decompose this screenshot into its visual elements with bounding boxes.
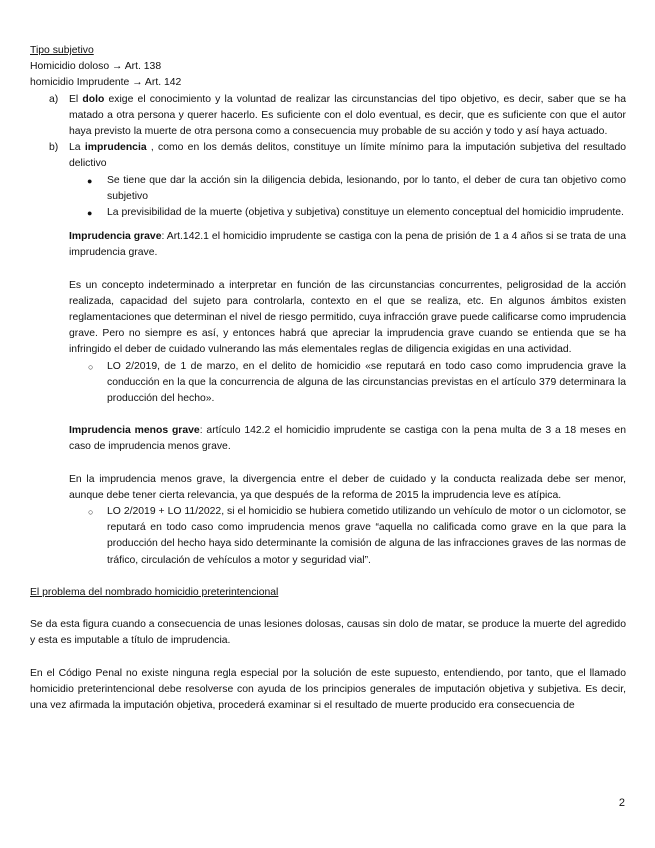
list-marker-a: a) xyxy=(49,93,59,105)
bullet-text: Se tiene que dar la acción sin la diligencia debida, lesionando, por lo tanto, el deber de cura tan objetivo como subjetivo xyxy=(107,174,626,202)
line-homicidio-doloso: Homicidio doloso → Art. 138 xyxy=(30,61,162,73)
section-heading-preterintencional: El problema del nombrado homicidio preterintencional xyxy=(30,586,279,598)
term-dolo: dolo xyxy=(82,93,105,105)
item-a-prefix: El xyxy=(69,93,79,105)
paragraph-imprudencia-menos-grave xyxy=(30,423,626,455)
item-b-prefix: La xyxy=(69,142,81,154)
text-imprudencia-grave: : Art.142.1 el homicidio imprudente se castiga con la pena de prisión de 1 a 4 años si se trata de una imprudencia grave. xyxy=(69,231,626,259)
item-a-text: exige el conocimiento y la voluntad de realizar las circunstancias del tipo objetivo, es decir, saber que se ha matado a otra persona y querer hacerlo. Es suficiente con el dolo eventual, es decir, que es suficiente con que el autor haya previsto la muerte de otra persona como a consecuencia muy probable de su acción y todo y así haya actuado. xyxy=(69,93,626,138)
term-imprudencia: imprudencia xyxy=(84,142,147,154)
bullet-text: La previsibilidad de la muerte (objetiva y subjetiva) constituye un elemento conceptual del homicidio imprudente. xyxy=(107,207,624,219)
circle-bullet-icon: ○ xyxy=(88,361,94,372)
page-number: 2 xyxy=(618,797,625,809)
document-page xyxy=(30,43,626,714)
circle-item-lo-11-2022 xyxy=(30,504,626,569)
label-imprudencia-menos-grave: Imprudencia menos grave xyxy=(69,425,200,437)
bullet-item xyxy=(30,173,626,205)
paragraph-figura: Se da esta figura cuando a consecuencia de unas lesiones dolosas, causas sin dolo de matar, se produce la muerte del agredido y esta es imputable a título de imprudencia. xyxy=(30,619,626,647)
circle-bullet-icon: ○ xyxy=(88,507,94,518)
bullet-item xyxy=(30,205,626,221)
paragraph-imprudencia-grave xyxy=(30,229,626,261)
list-item-a xyxy=(30,92,626,141)
circle-item-lo-2-2019 xyxy=(30,359,626,408)
paragraph-codigo-penal: En el Código Penal no existe ninguna regla especial por la solución de este supuesto, entendiendo, por tanto, que el llamado homicidio preterintencional debe resolverse con ayuda de los principios generales de imputación objetiva y subjetiva. Es decir, una vez afirmada la imputación objetiva, procederá examinar si el resultado de muerte producido era consecuencia de xyxy=(30,667,626,711)
line-homicidio-imprudente: homicidio Imprudente → Art. 142 xyxy=(30,77,182,89)
list-marker-b: b) xyxy=(49,142,59,154)
paragraph-concepto-indeterminado: Es un concepto indeterminado a interpretar en función de las circunstancias concurrentes, peligrosidad de la acción realizada, capacidad del sujeto para controlarla, contexto en el que se realiza, etc. En algunos ámbitos existen reglamentaciones que determinan el nivel de riesgo permitido, cuya infracción grave puede calificarse como imprudencia grave. Pero no siempre es así, y entonces habrá que apreciar la imprudencia grave cuando se entienda que se ha infringido el deber de cuidado vulnerando las más elementales reglas de diligencia exigidas en una actividad. xyxy=(69,279,626,356)
list-item-b xyxy=(30,140,626,172)
section-heading-tipo-subjetivo: Tipo subjetivo xyxy=(30,45,94,56)
text-imprudencia-menos-grave: : artículo 142.2 el homicidio imprudente se castiga con la pena multa de 3 a 18 meses en caso de imprudencia menos grave. xyxy=(69,425,626,453)
label-imprudencia-grave: Imprudencia grave xyxy=(69,231,162,243)
bullet-dot-icon: ● xyxy=(87,175,93,186)
circle-item-text: LO 2/2019 + LO 11/2022, si el homicidio se hubiera cometido utilizando un vehículo de motor o un ciclomotor, se reputará en todo caso como imprudencia menos grave “aquella no calificada como grave en la que para la producción del hecho haya sido determinante la comisión de alguna de las infracciones graves de las normas de tráfico, circulación de vehículos a motor y seguridad vial”. xyxy=(107,506,626,566)
paragraph-divergencia: En la imprudencia menos grave, la divergencia entre el deber de cuidado y la conducta realizada debe ser menor, aunque debe tener cierta relevancia, ya que después de la reforma de 2015 la imprudencia leve es atípica. xyxy=(69,473,626,501)
circle-item-text: LO 2/2019, de 1 de marzo, en el delito de homicidio «se reputará en todo caso como imprudencia grave la conducción en la que la concurrencia de alguna de las circunstancias previstas en el artículo 379 determinara la producción del hecho». xyxy=(107,360,626,405)
bullet-dot-icon: ● xyxy=(87,208,93,219)
item-b-text: , como en los demás delitos, constituye un límite mínimo para la imputación subjetiva del resultado delictivo xyxy=(69,142,626,170)
